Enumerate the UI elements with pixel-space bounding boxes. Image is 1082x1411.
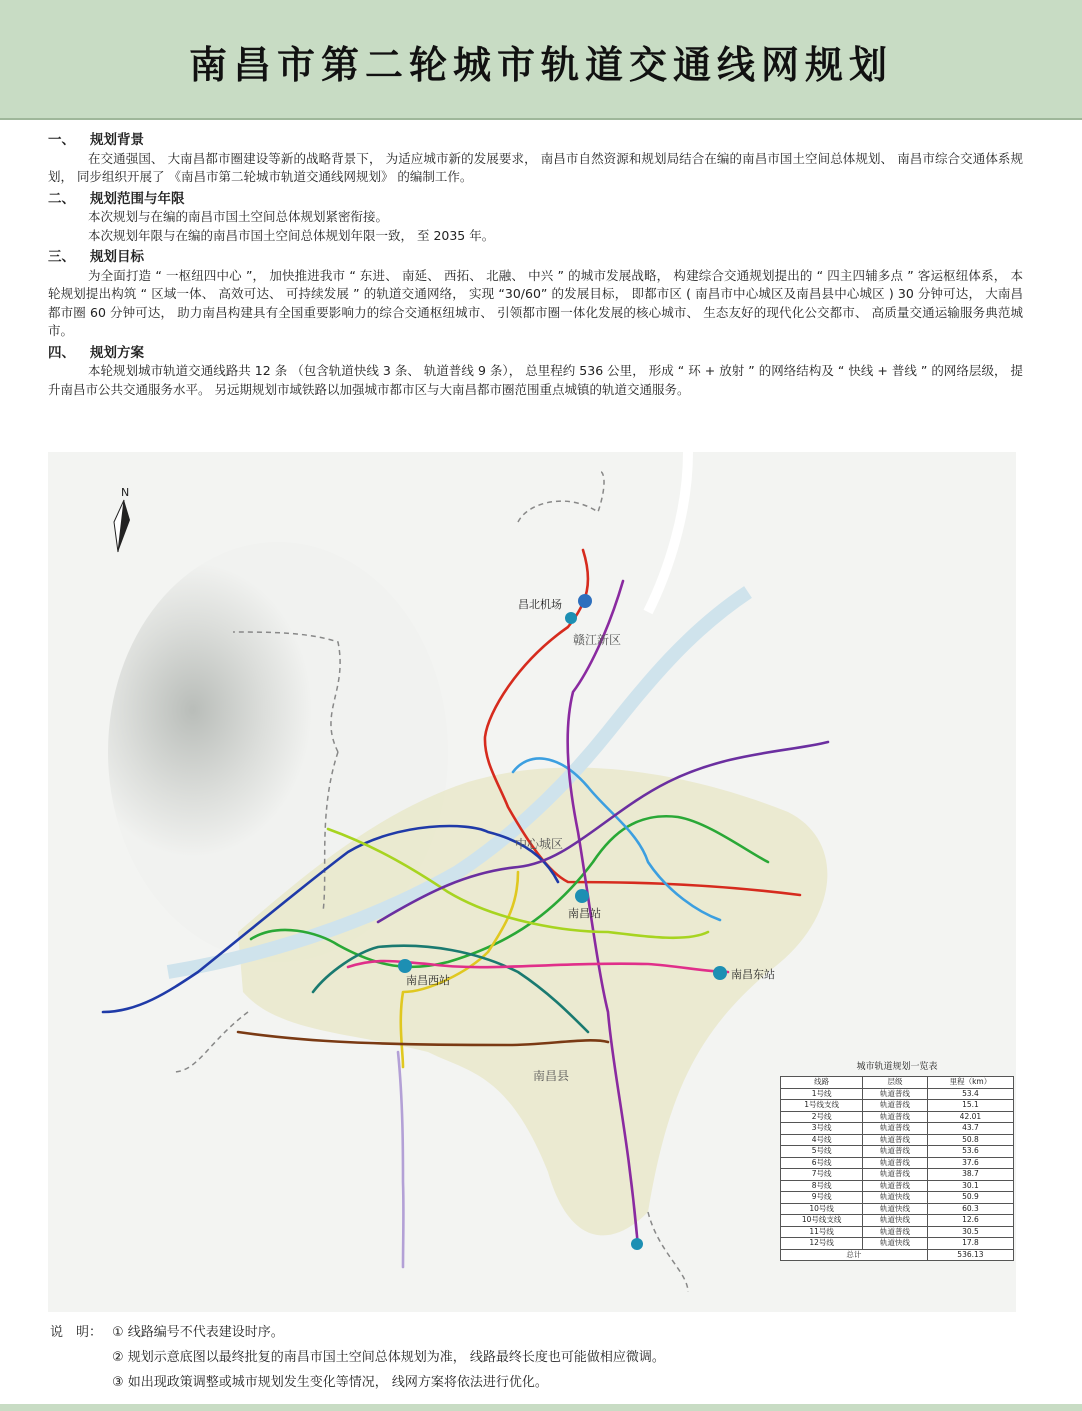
table-row: 1号线支线 轨道普线 15.1 <box>781 1100 1014 1112</box>
page-title: 南昌市第二轮城市轨道交通线网规划 <box>188 43 893 87</box>
mileage-table <box>780 1076 1014 1261</box>
table-row: 9号线 轨道快线 50.9 <box>781 1192 1014 1204</box>
station-label-east: 南昌东站 <box>731 968 775 981</box>
section-heading: 三、 规划目标 <box>48 249 144 265</box>
train-station-icon <box>565 612 577 624</box>
table-row: 3号线 轨道普线 43.7 <box>781 1123 1014 1135</box>
table-total-row: 总计 536.13 <box>781 1249 1014 1261</box>
intro-text <box>48 128 1023 399</box>
section-heading: 四、 规划方案 <box>48 344 144 361</box>
district-label-nanchangxian: 南昌县 <box>533 1069 570 1083</box>
notes <box>50 1320 665 1395</box>
nanchang-east-icon <box>713 966 727 980</box>
table-row: 8号线 轨道普线 30.1 <box>781 1180 1014 1192</box>
section-heading: 一、 规划背景 <box>48 132 144 148</box>
district-label-ganjiang: 赣江新区 <box>573 633 622 647</box>
section-paragraph: 本轮规划城市轨道交通线路共 12 条 （包含轨道快线 3 条、 轨道普线 9 条）， 总里程约 536 公里， 形成 “ 环 + 放射 ” 的网络结构及 “ 快线 + 普线 ” 的网络层级， 提升南昌市公共交通服务水平。 另远期规划市域铁路以加强城市都市区与大南昌都市圈范围重点城镇的轨道交通服务。 <box>48 363 1023 397</box>
title-banner <box>0 0 1082 120</box>
table-row: 5号线 轨道普线 53.6 <box>781 1146 1014 1158</box>
station-label-west: 南昌西站 <box>406 974 450 987</box>
footer-bar <box>0 1404 1082 1411</box>
svg-text:N: N <box>121 486 130 499</box>
table-row: 11号线 轨道普线 30.5 <box>781 1226 1014 1238</box>
table-title: 城市轨道规划一览表 <box>856 1062 938 1072</box>
table-header: 层级 <box>863 1077 928 1089</box>
note-item: 说 明： ① 线路编号不代表建设时序。 <box>50 1325 284 1340</box>
note-item: ③ 如出现政策调整或城市规划发生变化等情况， 线网方案将依法进行优化。 <box>112 1375 548 1390</box>
nanchang-station-icon <box>575 889 589 903</box>
table-row: 6号线 轨道普线 37.6 <box>781 1157 1014 1169</box>
station-label-nanchang: 南昌站 <box>568 907 601 920</box>
note-item: ② 规划示意底图以最终批复的南昌市国土空间总体规划为准， 线路最终长度也可能做相应微调。 <box>112 1350 665 1365</box>
nanchang-west-icon <box>398 959 412 973</box>
table-header: 里程（km） <box>927 1077 1013 1089</box>
section-paragraph: 为全面打造 “ 一枢纽四中心 ”， 加快推进我市 “ 东进、 南延、 西拓、 北融、 中兴 ” 的城市发展战略， 构建综合交通规划提出的 “ 四主四辅多点 ” 客运枢纽体系， 本轮规划提出构筑 “ 区域一体、 高效可达、 可持续发展 ” 的轨道交通网络， 实现 “30/60” 的发展目标， 即都市区 ( 南昌市中心城区及南昌县中心城区 ) 30 分钟可达， 大南昌都市圈 60 分钟可达， 助力南昌构建具有全国重要影响力的综合交通枢纽城市、 引领都市圈一体化发展的核心城市、 生态友好的现代化公交都市、 高质量交通运输服务典范城市。 <box>48 267 1023 338</box>
section-heading: 二、 规划范围与年限 <box>48 190 185 207</box>
south-station-icon <box>631 1238 643 1250</box>
table-row: 4号线 轨道普线 50.8 <box>781 1134 1014 1146</box>
table-row: 12号线 轨道快线 17.8 <box>781 1238 1014 1250</box>
airport-icon <box>578 594 592 608</box>
district-label-center: 中心城区 <box>515 837 564 851</box>
table-row: 2号线 轨道普线 42.01 <box>781 1111 1014 1123</box>
table-row: 1号线 轨道普线 53.4 <box>781 1088 1014 1100</box>
table-row: 7号线 轨道普线 38.7 <box>781 1169 1014 1181</box>
table-row: 10号线 轨道快线 60.3 <box>781 1203 1014 1215</box>
station-label-airport: 昌北机场 <box>518 598 562 611</box>
table-header: 线路 <box>781 1077 863 1089</box>
section-paragraph: 本次规划与在编的南昌市国土空间总体规划紧密衔接。 <box>88 209 389 224</box>
section-paragraph: 在交通强国、 大南昌都市圈建设等新的战略背景下， 为适应城市新的发展要求， 南昌市自然资源和规划局结合在编的南昌市国土空间总体规划、 南昌市综合交通体系规划， 同步组织开展了 《南昌市第二轮城市轨道交通线网规划》 的编制工作。 <box>48 150 1023 184</box>
table-row: 10号线支线 轨道快线 12.6 <box>781 1215 1014 1227</box>
section-paragraph: 本次规划年限与在编的南昌市国土空间总体规划年限一致， 至 2035 年。 <box>88 227 495 243</box>
line-mileage-table <box>780 1059 1014 1261</box>
